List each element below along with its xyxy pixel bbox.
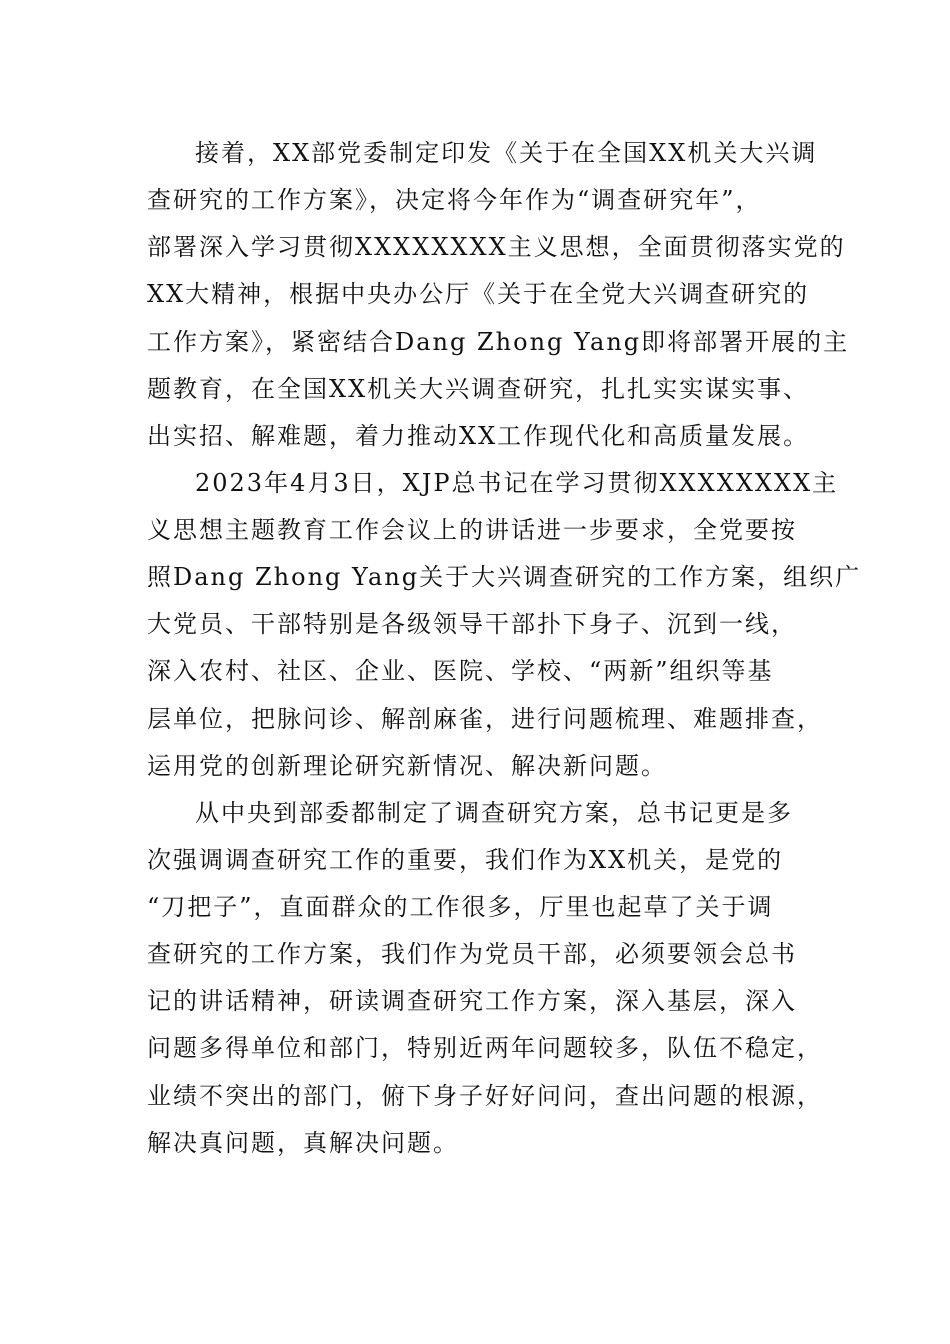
paragraph-3-line-6: 问题多得单位和部门，特别近两年问题较多，队伍不稳定，: [147, 1034, 823, 1062]
paragraph-3-line-4: 查研究的工作方案，我们作为党员干部，必须要领会总书: [147, 940, 797, 968]
paragraph-1-line-4: XX大精神，根据中央办公厅《关于在全党大兴调查研究的: [147, 280, 810, 308]
paragraph-1-line-2: 查研究的工作方案》，决定将今年作为“调查研究年”，: [147, 186, 762, 214]
paragraph-3-line-5: 记的讲话精神，研读调查研究工作方案，深入基层，深入: [147, 987, 797, 1015]
paragraph-2-line-4: 大党员、干部特别是各级领导干部扑下身子、沉到一线，: [147, 610, 797, 638]
paragraph-2-line-6: 层单位，把脉问诊、解剖麻雀，进行问题梳理、难题排查，: [147, 705, 823, 733]
paragraph-1-line-7: 出实招、解难题，着力推动XX工作现代化和高质量发展。: [147, 422, 810, 450]
paragraph-3-line-1: 从中央到部委都制定了调查研究方案，总书记更是多: [195, 799, 793, 827]
paragraph-3-line-8: 解决真问题，真解决问题。: [147, 1129, 459, 1157]
paragraph-2-line-2: 义思想主题教育工作会议上的讲话进一步要求，全党要按: [147, 516, 797, 544]
paragraph-1-line-5: 工作方案》，紧密结合Dang Zhong Yang即将部署开展的主: [147, 328, 850, 356]
paragraph-2-line-5: 深入农村、社区、企业、医院、学校、“两新”组织等基: [147, 657, 774, 685]
paragraph-2-line-1: 2023年4月3日，XJP总书记在学习贯彻XXXXXXXX主: [195, 469, 839, 497]
paragraph-3-line-7: 业绩不突出的部门，俯下身子好好问问，查出问题的根源，: [147, 1082, 823, 1110]
paragraph-3-line-3: “刀把子”，直面群众的工作很多，厅里也起草了关于调: [147, 893, 774, 921]
paragraph-1-line-1: 接着，XX部党委制定印发《关于在全国XX机关大兴调: [195, 139, 818, 167]
paragraph-2-line-7: 运用党的创新理论研究新情况、解决新问题。: [147, 752, 667, 780]
paragraph-1-line-3: 部署深入学习贯彻XXXXXXXX主义思想，全面贯彻落实党的: [147, 233, 846, 261]
paragraph-2-line-3: 照Dang Zhong Yang关于大兴调查研究的工作方案，组织广: [147, 563, 862, 591]
paragraph-3-line-2: 次强调调查研究工作的重要，我们作为XX机关，是党的: [147, 846, 784, 874]
paragraph-1-line-6: 题教育，在全国XX机关大兴调查研究，扎扎实实谋实事、: [147, 375, 810, 403]
